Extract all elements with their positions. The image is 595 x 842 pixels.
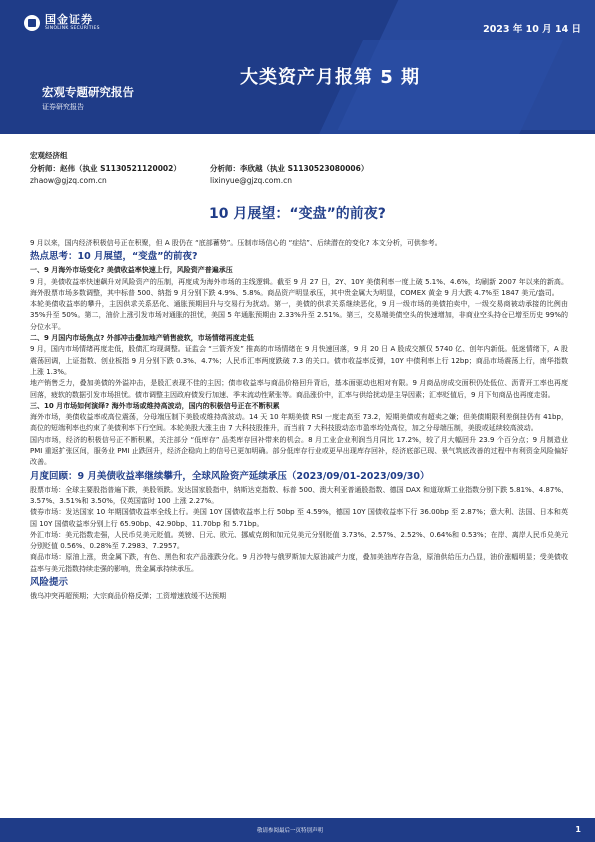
- question-3-heading: 三、10 月市场如何演绎? 海外市场或维持高波动，国内的积极信号正在不断积累: [30, 401, 280, 410]
- section-hot-topic-heading: 热点思考：10 月展望，“变盘”的前夜?: [30, 251, 198, 263]
- report-type: 宏观专题研究报告: [42, 85, 134, 99]
- question-1-paragraph-1: 9 月，美债收益率快速飙升对风险资产的压制，再度成为海外市场的主线逻辑。截至 9 月 27 日，2Y、10Y 美债利率一度上破 5.1%、4.6%，均刷新 2007 年以来的新高。海外股票市场多数调整，其中标普 500、纳指 9 月分别下跌 4.9%、5.8%。商品资产明显承压，其中贵金属大为明显，COMEX 黄金 9 月大跌 4.7%至 1847 美元/盎司。: [30, 277, 568, 297]
- page-number: 1: [575, 825, 581, 834]
- report-main-title: 大类资产月报第 5 期: [240, 67, 421, 88]
- question-1-paragraph-2: 本轮美债收益率的攀升，主因供求关系恶化、通胀预期回升与交易行为扰动。第一，美债的供求关系继续恶化，9 月一级市场的美债拍卖中，一级交易商被动承接的比例由 35%升至 50%。第二，油价上涨引发市场对通胀的担忧，美国 5 年通胀预期由 2.33%升至 2.51%。第三，交易端美债空头的快速增加，非商业空头持仓已增至历史 99%的分位水平。: [30, 300, 568, 331]
- analyst-1-email: zhaow@gjzq.com.cn: [30, 176, 107, 185]
- question-1-heading: 一、9 月海外市场变化? 美债收益率快速上行，风险资产普遍承压: [30, 266, 233, 275]
- analyst-2-email: lixinyue@gjzq.com.cn: [210, 176, 292, 185]
- company-logo: [24, 14, 100, 32]
- logo-en-text: SINOLINK SECURITIES: [45, 26, 100, 31]
- logo-cn-text: 国金证券: [45, 13, 93, 26]
- logo-icon: [24, 15, 40, 31]
- report-date: 2023 年 10 月 14 日: [483, 24, 581, 35]
- question-3-paragraph-1: 海外市场，美债收益率或高位震荡，分母端压制下美股或维持高波动。14 天 10 年期美债 RSI 一度走高至 73.2，短期美债或有超卖之嫌；但美债期限利差倒挂仍有 41bp，高位的短端利率也约束了美债利率下行空间。本轮美股大涨主由 7 大科技股推升，而当前 7 大科技股动态市盈率均处高位，加之分母端压制，美股或延续较高波动。: [30, 413, 568, 433]
- question-2-paragraph-1: 9 月，国内市场情绪再度走低，股债汇均现调整。证监会 “三箭齐发” 推高的市场情绪在 9 月快速回落，9 月 20 日 A 股成交额仅 5740 亿、创年内新低。低迷情绪下，A 股震荡回调，上证指数、创业板指 9 月分别下跌 0.3%、4.7%；人民币汇率两度跌破 7.3 的关口。债市收益率反弹，10Y 中债利率上行 12bp；商品市场震荡上行，南华指数上涨 1.3%。: [30, 345, 568, 376]
- report-body: [30, 238, 568, 602]
- risk-heading: 风险提示: [30, 577, 69, 589]
- intro-paragraph: 9 月以来，国内经济积极信号正在积聚，但 A 股仍在 “底部蓄势”。压制市场信心的 “症结”、后续潜在的变化? 本文分析，可供参考。: [30, 239, 442, 247]
- report-subtype: 证券研究报告: [42, 103, 84, 111]
- review-stocks-paragraph: 股票市场：全球主要股指普遍下跌，美股领跌。发达国家股指中，纳斯达克指数、标普 500、澳大利亚普通股指数、德国 DAX 和道琼斯工业指数分别下跌 5.81%、4.87%、3.57%、3.51%和 3.50%，仅英国富时 100 上涨 2.27%。: [30, 485, 568, 505]
- analyst-group: 宏观经济组: [30, 151, 68, 160]
- question-3-paragraph-2: 国内市场，经济的积极信号正不断积累，关注部分 “低库存” 品类库存回补带来的机会。8 月工业企业利润当月同比 17.2%，较了月大幅回升 23.9 个百分点；9 月制造业 PMI 重返扩张区间，服务业 PMI 止跌回升，经济企稳向上的信号已更加明确。部分低库存行业或更早出现库存回补，经济底部已现、景气筑底改善的过程中有利资金风险偏好改善。: [30, 435, 568, 467]
- review-fx-paragraph: 外汇市场：美元指数走强，人民币兑美元贬值。英镑、日元、欧元、挪威克朗和加元兑美元分别贬值 3.73%、2.57%、2.52%、0.64%和 0.53%；在岸、离岸人民币兑美元分别贬值 0.56%、0.28%至 7.2983、7.2957。: [30, 530, 568, 551]
- question-2-paragraph-2: 地产销售乏力，叠加美债的外溢冲击，是股汇表现不佳的主因；债市收益率与商品价格回升背后，基本面驱动也相对有限。9 月商品房成交面积仍处低位、沥青开工率也再度回落，疲软的数据引发市场担忧。债市调整主因政府债发行加速、季末流动性紧张等。商品涨价中，汇率与供给扰动是主导因素；汇率贬值后，9 月下旬商品也再度走弱。: [30, 379, 568, 399]
- review-bonds-paragraph: 债券市场：发达国家 10 年期国债收益率全线上行。美国 10Y 国债收益率上行 50bp 至 4.59%，德国 10Y 国债收益率下行 36.00bp 至 2.87%；意大利、法国、日本和英国 10Y 国债收益率分别上行 65.90bp、42.90bp、11.70bp 和 5.71bp。: [30, 508, 568, 528]
- review-commodities-paragraph: 商品市场：原油上涨，贵金属下跌，有色、黑色和农产品涨跌分化。9 月沙特与俄罗斯加大原油减产力度，叠加美油库存告急，原油供给压力凸显，油价涨幅明显；受美债收益率与美元指数持续走强的影响，贵金属承持续承压。: [30, 553, 568, 573]
- document-title: 10 月展望：“变盘”的前夜?: [209, 206, 386, 222]
- section-monthly-review-heading: 月度回顾：9 月美债收益率继续攀升，全球风险资产延续承压（2023/09/01-2023/09/30）: [30, 470, 430, 482]
- analyst-2-name: 分析师：李欣越（执业 S1130523080006）: [210, 164, 369, 173]
- analyst-block: [30, 150, 570, 185]
- question-2-heading: 二、9 月国内市场焦点? 外部冲击叠加地产销售疲软，市场情绪再度走低: [30, 334, 254, 343]
- analyst-1-name: 分析师：赵伟（执业 S1130521120002）: [30, 164, 181, 173]
- risk-text: 俄乌冲突再超预期；大宗商品价格反弹；工资增速放缓不达预期: [30, 592, 226, 601]
- footer-disclaimer: 敬请参阅最后一页特别声明: [256, 828, 323, 834]
